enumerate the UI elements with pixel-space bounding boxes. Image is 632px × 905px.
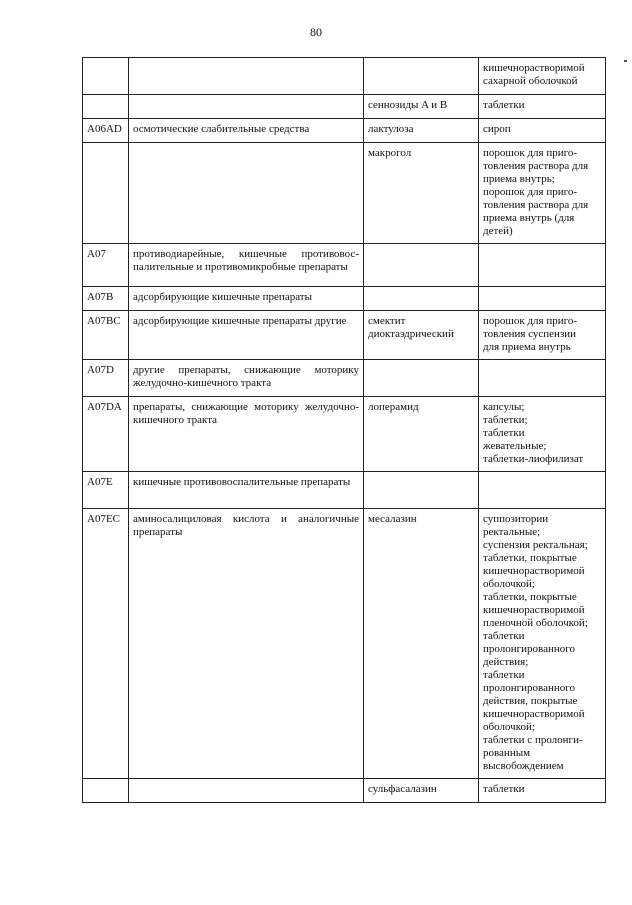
- dosage-form-line: кишечнорастворимой: [483, 604, 585, 616]
- dosage-form-line: сироп: [483, 123, 511, 135]
- dosage-form-line: детей): [483, 225, 513, 237]
- dosage-form-line: порошок для приго-: [483, 147, 578, 159]
- dosage-form-line: кишечнорастворимой: [483, 565, 585, 577]
- atc-code-cell: [83, 95, 129, 119]
- drug-name-cell: лоперамид: [364, 397, 479, 472]
- atc-code-cell: [83, 143, 129, 244]
- group-name-cell: [129, 779, 364, 803]
- dosage-form-line: таблетки-лиофилизат: [483, 453, 584, 465]
- dosage-form-line: таблетки: [483, 783, 525, 795]
- dosage-form-line: таблетки, покрытые: [483, 591, 577, 603]
- atc-drug-table: [82, 57, 606, 803]
- atc-code-cell: A07E: [83, 472, 129, 509]
- atc-code-cell: [83, 58, 129, 95]
- drug-name-cell: [364, 472, 479, 509]
- drug-name-cell: месалазин: [364, 509, 479, 779]
- dosage-form-line: суспензия ректальная;: [483, 539, 588, 551]
- dosage-form-line: пленочной оболочкой;: [483, 617, 588, 629]
- group-name-cell: другие препараты, снижающие моторику желудочно-кишечного тракта: [129, 360, 364, 397]
- dosage-form-cell: [479, 244, 606, 287]
- dosage-form-line: кишечнорастворимой: [483, 62, 585, 74]
- group-name-cell: [129, 95, 364, 119]
- dosage-form-line: порошок для приго-: [483, 315, 578, 327]
- scan-mark: [624, 60, 627, 62]
- table-row: [83, 244, 606, 287]
- group-name-cell: препараты, снижающие моторику желудочно-кишечного тракта: [129, 397, 364, 472]
- dosage-form-line: сахарной оболочкой: [483, 75, 578, 87]
- page-number: 80: [310, 25, 322, 39]
- table-row: [83, 397, 606, 472]
- table-row: [83, 472, 606, 509]
- dosage-form-line: для приема внутрь: [483, 341, 571, 353]
- group-name-cell: [129, 143, 364, 244]
- drug-name-cell: [364, 244, 479, 287]
- dosage-form-cell: [479, 472, 606, 509]
- group-name-cell: кишечные противовоспалительные препараты: [129, 472, 364, 509]
- dosage-form-line: ректальные;: [483, 526, 541, 538]
- drug-name-cell: [364, 58, 479, 95]
- group-name-cell: адсорбирующие кишечные препараты: [129, 287, 364, 311]
- table-row: [83, 58, 606, 95]
- dosage-form-line: оболочкой;: [483, 721, 535, 733]
- atc-code-cell: A07DA: [83, 397, 129, 472]
- dosage-form-cell: [479, 779, 606, 803]
- atc-code-cell: A07EC: [83, 509, 129, 779]
- dosage-form-line: капсулы;: [483, 401, 525, 413]
- dosage-form-line: приема внутрь (для: [483, 212, 575, 224]
- atc-code-cell: [83, 779, 129, 803]
- dosage-form-cell: [479, 58, 606, 95]
- drug-name-cell: макрогол: [364, 143, 479, 244]
- drug-name-cell: [364, 287, 479, 311]
- atc-code-cell: A07: [83, 244, 129, 287]
- dosage-form-line: жевательные;: [483, 440, 547, 452]
- dosage-form-line: оболочкой;: [483, 578, 535, 590]
- table-row: [83, 779, 606, 803]
- drug-name-cell: сеннозиды A и B: [364, 95, 479, 119]
- group-name-cell: аминосалициловая кислота и аналогичные препараты: [129, 509, 364, 779]
- dosage-form-cell: [479, 311, 606, 360]
- dosage-form-cell: [479, 397, 606, 472]
- table-row: [83, 95, 606, 119]
- dosage-form-line: таблетки, покрытые: [483, 552, 577, 564]
- atc-code-cell: A06AD: [83, 119, 129, 143]
- atc-code-cell: A07B: [83, 287, 129, 311]
- dosage-form-line: действия, покрытые: [483, 695, 578, 707]
- dosage-form-cell: [479, 95, 606, 119]
- table-row: [83, 509, 606, 779]
- dosage-form-cell: [479, 143, 606, 244]
- dosage-form-line: таблетки с пролонги-: [483, 734, 583, 746]
- dosage-form-line: действия;: [483, 656, 529, 668]
- dosage-form-line: таблетки: [483, 99, 525, 111]
- dosage-form-line: товления раствора для: [483, 160, 589, 172]
- atc-code-cell: A07BC: [83, 311, 129, 360]
- table-row: [83, 360, 606, 397]
- dosage-form-line: таблетки: [483, 427, 525, 439]
- group-name-cell: адсорбирующие кишечные препараты другие: [129, 311, 364, 360]
- dosage-form-line: таблетки: [483, 630, 525, 642]
- drug-name-cell: [364, 360, 479, 397]
- dosage-form-cell: [479, 509, 606, 779]
- group-name-cell: [129, 58, 364, 95]
- group-name-cell: противодиарейные, кишечные противовос-палительные и противомикробные препараты: [129, 244, 364, 287]
- dosage-form-cell: [479, 360, 606, 397]
- dosage-form-line: таблетки;: [483, 414, 528, 426]
- table-row: [83, 287, 606, 311]
- dosage-form-line: приема внутрь;: [483, 173, 555, 185]
- dosage-form-line: пролонгированного: [483, 643, 575, 655]
- drug-name-cell: смектит диоктаэдрический: [364, 311, 479, 360]
- dosage-form-cell: [479, 287, 606, 311]
- dosage-form-line: товления раствора для: [483, 199, 589, 211]
- dosage-form-line: рованным: [483, 747, 531, 759]
- table-row: [83, 311, 606, 360]
- drug-name-cell: сульфасалазин: [364, 779, 479, 803]
- atc-code-cell: A07D: [83, 360, 129, 397]
- dosage-form-line: товления суспензии: [483, 328, 577, 340]
- table-body: [83, 58, 606, 803]
- dosage-form-line: суппозитории: [483, 513, 549, 525]
- drug-name-cell: лактулоза: [364, 119, 479, 143]
- table-row: [83, 143, 606, 244]
- group-name-cell: осмотические слабительные средства: [129, 119, 364, 143]
- table-row: [83, 119, 606, 143]
- dosage-form-cell: [479, 119, 606, 143]
- dosage-form-line: пролонгированного: [483, 682, 575, 694]
- dosage-form-line: высвобождением: [483, 760, 564, 772]
- dosage-form-line: порошок для приго-: [483, 186, 578, 198]
- dosage-form-line: кишечнорастворимой: [483, 708, 585, 720]
- dosage-form-line: таблетки: [483, 669, 525, 681]
